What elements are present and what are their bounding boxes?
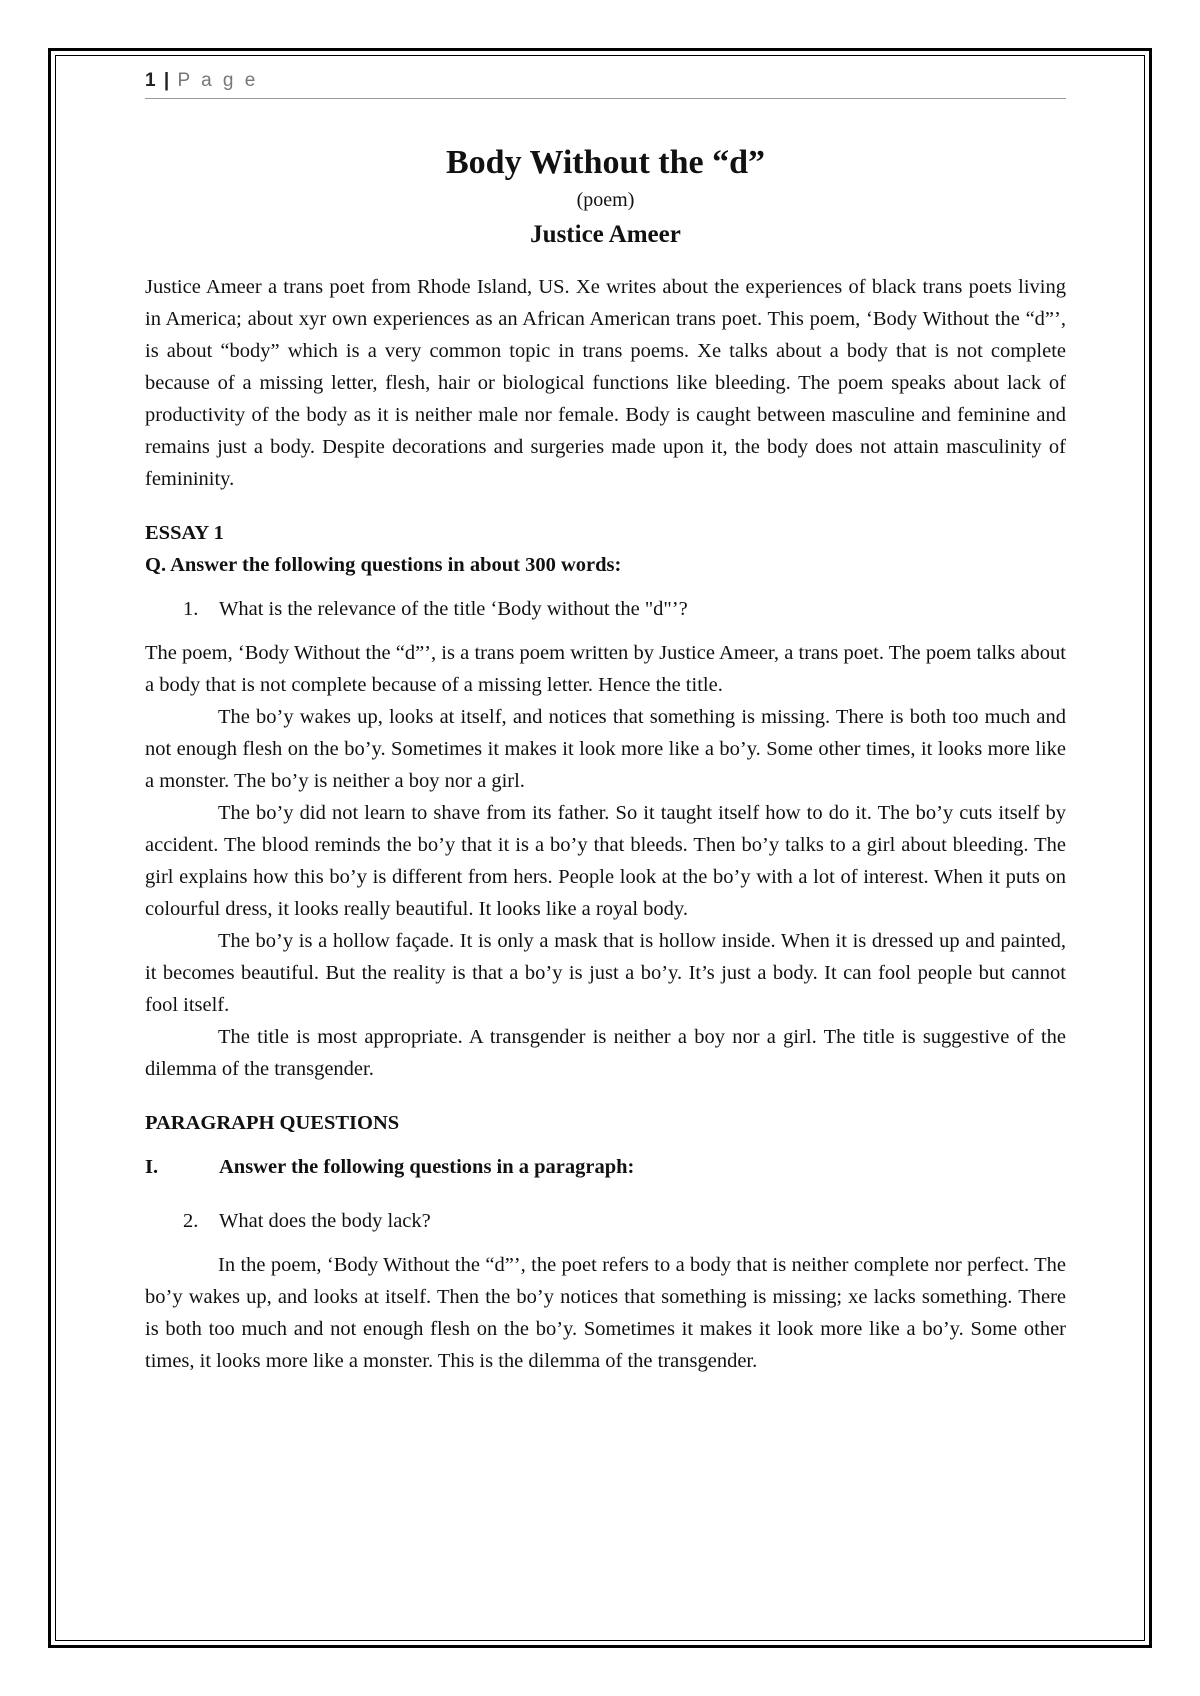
- page-header: [145, 70, 1066, 99]
- question-2-text: What does the body lack?: [219, 1210, 431, 1232]
- page-number: 1: [145, 70, 156, 91]
- document-body: [145, 70, 1066, 1377]
- page-word: P a g e: [177, 70, 259, 91]
- answer-1-paragraph-3: The bo’y did not learn to shave from its father. So it taught itself how to do it. The bo’y cuts itself by accident. The blood reminds the bo’y that it is a bo’y that bleeds. Then bo’y talks to a girl about bleeding. The girl explains how this bo’y is different from hers. People look at the bo’y with a lot of interest. When it puts on colourful dress, it looks really beautiful. It looks like a royal body.: [145, 802, 1066, 920]
- roman-marker: I.: [145, 1156, 159, 1178]
- author-name: Justice Ameer: [530, 221, 681, 248]
- intro-paragraph: Justice Ameer a trans poet from Rhode Island, US. Xe writes about the experiences of black trans poets living in America; about xyr own experiences as an African American trans poet. This poem, ‘Body Without the “d”’, is about “body” which is a very common topic in trans poems. Xe talks about a body that is not complete because of a missing letter, flesh, hair or biological functions like bleeding. The poem speaks about lack of productivity of the body as it is neither male nor female. Body is caught between masculine and feminine and remains just a body. Despite decorations and surgeries made upon it, the body does not attain masculinity of femininity.: [145, 276, 1066, 490]
- answer-2-paragraph-1: In the poem, ‘Body Without the “d”’, the poet refers to a body that is neither complete nor perfect. The bo’y wakes up, and looks at itself. Then the bo’y notices that something is missing; xe lacks something. There is both too much and not enough flesh on the bo’y. Sometimes it makes it look more like a bo’y. Some other times, it looks more like a monster. This is the dilemma of the transgender.: [145, 1254, 1066, 1372]
- document-title: Body Without the “d”: [446, 144, 765, 181]
- paragraph-instruction-text: Answer the following questions in a paragraph:: [219, 1156, 635, 1178]
- paragraph-questions-heading: PARAGRAPH QUESTIONS: [145, 1112, 400, 1134]
- paragraph-instruction: [145, 1151, 1066, 1183]
- answer-1-paragraph-5: The title is most appropriate. A transgender is neither a boy nor a girl. The title is suggestive of the dilemma of the transgender.: [145, 1026, 1066, 1080]
- question-1: [145, 593, 1066, 625]
- essay-question-instruction: Q. Answer the following questions in about 300 words:: [145, 554, 622, 576]
- document-subtitle: (poem): [576, 189, 635, 211]
- question-1-text: What is the relevance of the title ‘Body without the "d"’?: [219, 598, 688, 620]
- question-2-marker: 2.: [183, 1210, 199, 1232]
- answer-1-paragraph-2: The bo’y wakes up, looks at itself, and notices that something is missing. There is both too much and not enough flesh on the bo’y. Sometimes it makes it look more like a bo’y. Some other times, it looks more like a monster. The bo’y is neither a boy nor a girl.: [145, 706, 1066, 792]
- header-separator: |: [163, 70, 170, 91]
- answer-1-paragraph-4: The bo’y is a hollow façade. It is only a mask that is hollow inside. When it is dressed up and painted, it becomes beautiful. But the reality is that a bo’y is just a bo’y. It’s just a body. It can fool people but cannot fool itself.: [145, 930, 1066, 1016]
- question-2: [145, 1205, 1066, 1237]
- essay-heading: ESSAY 1: [145, 522, 224, 544]
- question-1-marker: 1.: [183, 598, 199, 620]
- answer-1-paragraph-1: The poem, ‘Body Without the “d”’, is a trans poem written by Justice Ameer, a trans poet. The poem talks about a body that is not complete because of a missing letter. Hence the title.: [145, 642, 1066, 696]
